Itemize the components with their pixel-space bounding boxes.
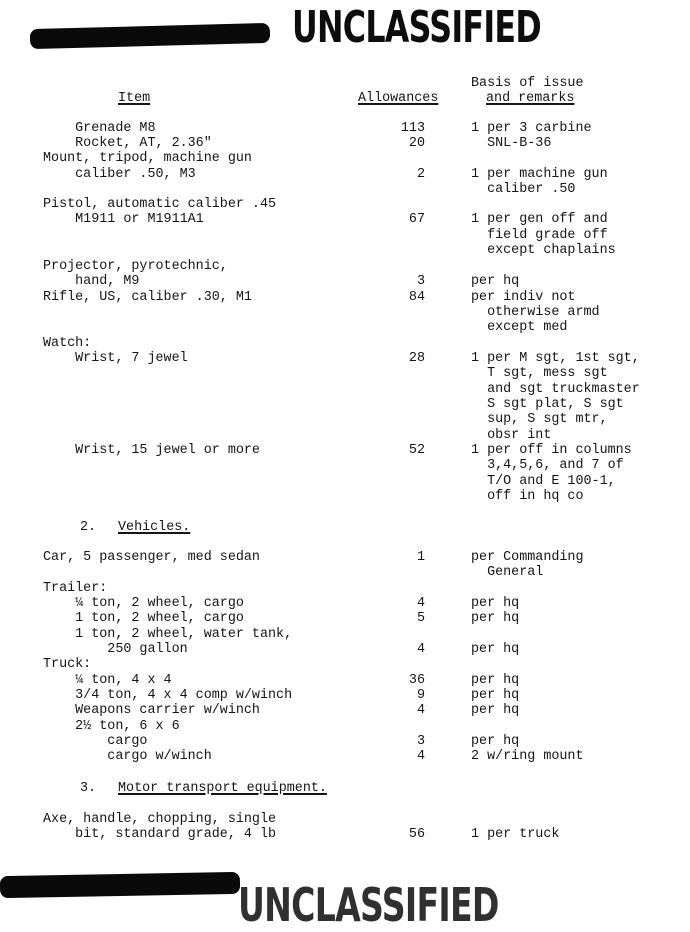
allowance-value: 3 [416, 274, 425, 289]
item-text: Projector, pyrotechnic, [43, 259, 228, 274]
item-text: 1 ton, 2 wheel, water tank, [43, 627, 293, 642]
basis-text: caliber .50 [471, 182, 576, 197]
classification-stamp-top: UNCLASSIFIED [292, 2, 541, 53]
allowance-value: 52 [408, 443, 425, 458]
basis-text: 3,4,5,6, and 7 of [471, 458, 624, 473]
allowance-value: 36 [408, 673, 425, 688]
item-text: caliber .50, M3 [43, 167, 196, 182]
basis-text: per hq [471, 611, 520, 626]
basis-text: per hq [471, 274, 520, 289]
section-number: 2. [80, 520, 97, 535]
classification-stamp-bottom: UNCLASSIFIED [238, 878, 499, 932]
item-text: Mount, tripod, machine gun [43, 151, 252, 166]
allowance-value: 4 [416, 642, 425, 657]
item-text: Axe, handle, chopping, single [43, 812, 277, 827]
item-text: Rocket, AT, 2.36" [43, 136, 212, 151]
section-number: 3. [80, 781, 97, 796]
basis-text: 1 per off in columns [471, 443, 632, 458]
allowance-value: 4 [416, 749, 425, 764]
allowance-value: 5 [416, 611, 425, 626]
item-text: Car, 5 passenger, med sedan [43, 550, 260, 565]
item-text: Wrist, 7 jewel [43, 351, 188, 366]
item-text: Wrist, 15 jewel or more [43, 443, 260, 458]
section-title-motor-transport: Motor transport equipment. [118, 781, 327, 796]
item-text: Rifle, US, caliber .30, M1 [43, 290, 252, 305]
basis-text: General [471, 565, 544, 580]
item-text: Trailer: [43, 581, 108, 596]
basis-text: 1 per 3 carbine [471, 121, 592, 136]
basis-text: per indiv not [471, 290, 576, 305]
basis-text: T sgt, mess sgt [471, 366, 608, 381]
item-text: 250 gallon [43, 642, 188, 657]
basis-text: off in hq co [471, 489, 584, 504]
item-text: Truck: [43, 657, 92, 672]
basis-text: per hq [471, 734, 520, 749]
item-text: Weapons carrier w/winch [43, 703, 260, 718]
allowance-value: 9 [416, 688, 425, 703]
item-text: Pistol, automatic caliber .45 [43, 197, 277, 212]
basis-text: T/O and E 100-1, [471, 474, 616, 489]
basis-text: except chaplains [471, 243, 616, 258]
redaction-bar-top [30, 23, 270, 49]
allowance-value: 28 [408, 351, 425, 366]
basis-text: sup, S sgt mtr, [471, 412, 608, 427]
basis-text: 1 per truck [471, 827, 560, 842]
allowance-value: 67 [408, 212, 425, 227]
allowance-value: 3 [416, 734, 425, 749]
redaction-bar-bottom [0, 872, 240, 898]
item-text: 1 ton, 2 wheel, cargo [43, 611, 244, 626]
header-basis-line1: Basis of issue [471, 76, 584, 91]
item-text: M1911 or M1911A1 [43, 212, 204, 227]
header-basis-line2: and remarks [486, 91, 575, 106]
basis-text: per hq [471, 642, 520, 657]
basis-text: 1 per gen off and [471, 212, 608, 227]
allowance-value: 1 [416, 550, 425, 565]
basis-text: 1 per machine gun [471, 167, 608, 182]
item-text: 2½ ton, 6 x 6 [43, 719, 180, 734]
allowance-value: 4 [416, 703, 425, 718]
basis-text: except med [471, 320, 568, 335]
allowance-value: 4 [416, 596, 425, 611]
item-text: bit, standard grade, 4 lb [43, 827, 277, 842]
basis-text: 2 w/ring mount [471, 749, 584, 764]
allowance-value: 113 [400, 121, 425, 136]
item-text: hand, M9 [43, 274, 140, 289]
item-text: Grenade M8 [43, 121, 156, 136]
basis-text: field grade off [471, 228, 608, 243]
basis-text: otherwise armd [471, 305, 600, 320]
basis-text: per hq [471, 596, 520, 611]
item-text: ¼ ton, 2 wheel, cargo [43, 596, 244, 611]
allowance-value: 20 [408, 136, 425, 151]
basis-text: obsr int [471, 428, 552, 443]
section-title-vehicles: Vehicles. [118, 520, 191, 535]
item-text: cargo w/winch [43, 749, 212, 764]
basis-text: per hq [471, 703, 520, 718]
item-text: cargo [43, 734, 148, 749]
basis-text: 1 per M sgt, 1st sgt, [471, 351, 640, 366]
item-text: ¼ ton, 4 x 4 [43, 673, 172, 688]
allowance-value: 84 [408, 290, 425, 305]
basis-text: per hq [471, 673, 520, 688]
allowance-value: 2 [416, 167, 425, 182]
allowance-value: 56 [408, 827, 425, 842]
basis-text: S sgt plat, S sgt [471, 397, 624, 412]
header-item: Item [118, 91, 151, 106]
basis-text: per hq [471, 688, 520, 703]
basis-text: SNL-B-36 [471, 136, 552, 151]
item-text: 3/4 ton, 4 x 4 comp w/winch [43, 688, 293, 703]
header-allowances: Allowances [358, 91, 439, 106]
basis-text: per Commanding [471, 550, 584, 565]
basis-text: and sgt truckmaster [471, 382, 640, 397]
item-text: Watch: [43, 336, 92, 351]
